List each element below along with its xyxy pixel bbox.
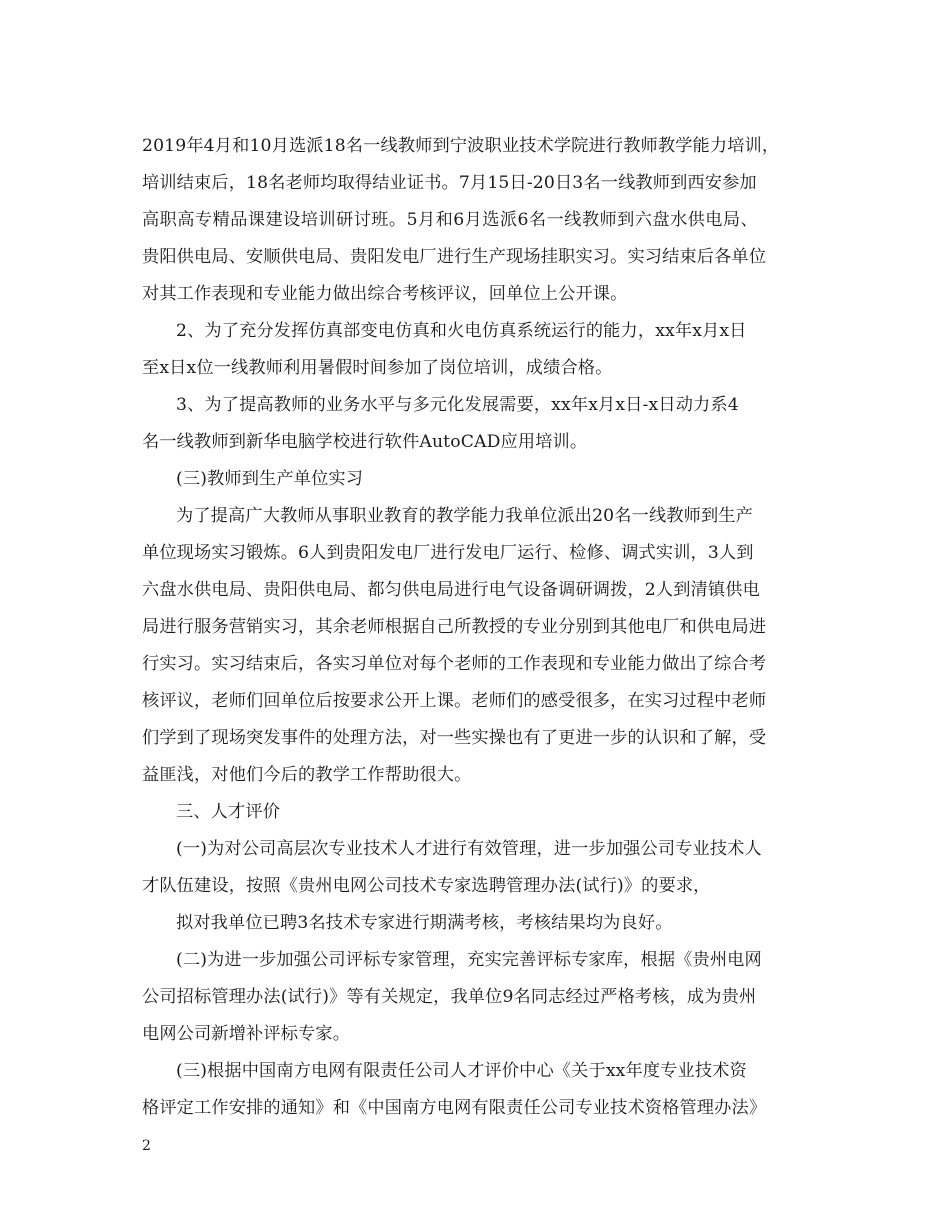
text-line-paragraph-start: (三)根据中国南方电网有限责任公司人才评价中心《关于xx年度专业技术资 <box>176 1061 747 1081</box>
text-line: 格评定工作安排的通知》和《中国南方电网有限责任公司专业技术资格管理办法》 <box>142 1098 767 1118</box>
text-line: 至x日x位一线教师利用暑假时间参加了岗位培训，成绩合格。 <box>142 358 613 378</box>
text-line: 益匪浅，对他们今后的教学工作帮助很大。 <box>142 765 472 785</box>
text-line: 名一线教师到新华电脑学校进行软件AutoCAD应用培训。 <box>142 432 588 452</box>
text-line-paragraph-start: 2、为了充分发挥仿真部变电仿真和火电仿真系统运行的能力，xx年x月x日 <box>176 321 747 341</box>
text-line-paragraph-start: (二)为进一步加强公司评标专家管理，充实完善评标专家库，根据《贵州电网 <box>176 950 762 970</box>
text-line: 对其工作表现和专业能力做出综合考核评议，回单位上公开课。 <box>142 284 628 304</box>
body-text <box>142 128 814 1127</box>
text-line: 贵阳供电局、安顺供电局、贵阳发电厂进行生产现场挂职实习。实习结束后各单位 <box>142 247 767 267</box>
section-heading: (三)教师到生产单位实习 <box>176 469 364 489</box>
text-line: 六盘水供电局、贵阳供电局、都匀供电局进行电气设备调研调拨，2人到清镇供电 <box>142 580 760 600</box>
text-line: 2019年4月和10月选派18名一线教师到宁波职业技术学院进行教师教学能力培训， <box>142 136 780 156</box>
text-line: 们学到了现场突发事件的处理方法，对一些实操也有了更进一步的认识和了解，受 <box>142 728 767 748</box>
text-line: 核评议，老师们回单位后按要求公开上课。老师们的感受很多，在实习过程中老师 <box>142 691 767 711</box>
text-line: 局进行服务营销实习，其余老师根据自己所教授的专业分别到其他电厂和供电局进 <box>142 617 767 637</box>
text-line: 培训结束后，18名老师均取得结业证书。7月15日-20日3名一线教师到西安参加 <box>142 173 757 193</box>
text-line: 行实习。实习结束后，各实习单位对每个老师的工作表现和专业能力做出了综合考 <box>142 654 767 674</box>
text-line-paragraph-start: 3、为了提高教师的业务水平与多元化发展需要，xx年x月x日-x日动力系4 <box>176 395 739 415</box>
text-line: 才队伍建设，按照《贵州电网公司技术专家选聘管理办法(试行)》的要求， <box>142 876 711 896</box>
section-heading: 三、人才评价 <box>176 802 281 822</box>
text-line-paragraph-start: 拟对我单位已聘3名技术专家进行期满考核，考核结果均为良好。 <box>176 913 673 933</box>
page-number: 2 <box>142 1138 151 1154</box>
text-line: 电网公司新增补评标专家。 <box>142 1024 351 1044</box>
text-line-paragraph-start: 为了提高广大教师从事职业教育的教学能力我单位派出20名一线教师到生产 <box>176 506 753 526</box>
text-line: 单位现场实习锻炼。6人到贵阳发电厂进行发电厂运行、检修、调式实训，3人到 <box>142 543 754 563</box>
text-line: 公司招标管理办法(试行)》等有关规定，我单位9名同志经过严格考核，成为贵州 <box>142 987 757 1007</box>
text-line: 高职高专精品课建设培训研讨班。5月和6月选派6名一线教师到六盘水供电局、 <box>142 210 759 230</box>
text-line-paragraph-start: (一)为对公司高层次专业技术人才进行有效管理，进一步加强公司专业技术人 <box>176 839 762 859</box>
